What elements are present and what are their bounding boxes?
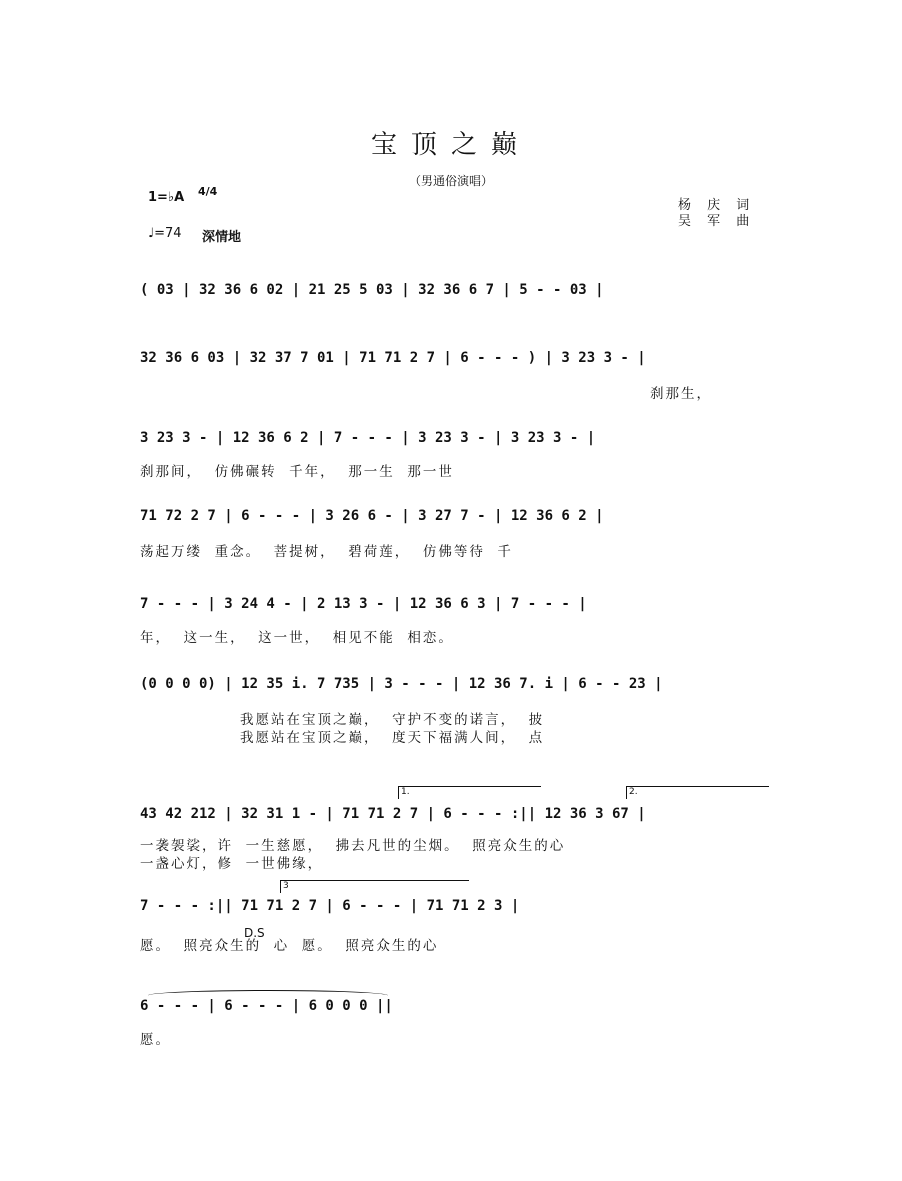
dal-segno-marking: D.S	[244, 926, 265, 940]
score-row-1: ( 03 | 32 36 6 02 | 21 25 5 03 | 32 36 6 7 | 5 - - 03 |	[140, 282, 604, 298]
lyrics-row-5: 年， 这一生， 这一世， 相见不能 相恋。	[140, 630, 454, 646]
lyrics-row-4: 荡起万缕 重念。 菩提树， 碧荷莲， 仿佛等待 千	[140, 544, 513, 560]
score-row-6: (0 0 0 0) | 12 35 i. 7 735 | 3 - - - | 12 36 7. i | 6 - - 23 |	[140, 676, 663, 692]
lyrics-row-8: 愿。 照亮众生的 心 愿。 照亮众生的心	[140, 938, 439, 954]
lyrics-row-2: 刹那生，	[650, 386, 712, 402]
score-row-8: 7 - - - :|| 71 71 2 7 | 6 - - - | 71 71 2 3 |	[140, 898, 520, 914]
score-row-3: 3 23 3 - | 12 36 6 2 | 7 - - - | 3 23 3 - | 3 23 3 - |	[140, 430, 596, 446]
score-row-9: 6 - - - | 6 - - - | 6 0 0 0 ||	[140, 998, 393, 1014]
lyrics-row-9: 愿。	[140, 1032, 171, 1048]
lyrics-row-7-verse-2: 一盏心灯，修 一世佛缘，	[140, 856, 324, 872]
lyrics-row-7-verse-1: 一袭袈裟，许 一生慈愿， 拂去凡世的尘烟。 照亮众生的心	[140, 838, 566, 854]
volta-2: 2.	[626, 786, 769, 799]
lyrics-row-6-verse-1: 我愿站在宝顶之巅， 守护不变的诺言， 披	[240, 712, 545, 728]
tempo-marking: ♩=74	[148, 226, 182, 241]
score-row-7: 43 42 212 | 32 31 1 - | 71 71 2 7 | 6 - - - :|| 12 36 3 67 |	[140, 806, 646, 822]
time-signature	[198, 186, 217, 197]
song-title: 宝顶之巅	[370, 130, 531, 160]
volta-1: 1.	[398, 786, 541, 799]
score-row-5: 7 - - - | 3 24 4 - | 2 13 3 - | 12 36 6 3 | 7 - - - |	[140, 596, 587, 612]
volta-3: 3	[280, 880, 469, 893]
score-row-2: 32 36 6 03 | 32 37 7 01 | 71 71 2 7 | 6 - - - ) | 3 23 3 - |	[140, 350, 646, 366]
lyrics-row-6-verse-2: 我愿站在宝顶之巅， 度天下福满人间， 点	[240, 730, 545, 746]
score-row-4: 71 72 2 7 | 6 - - - | 3 26 6 - | 3 27 7 - | 12 36 6 2 |	[140, 508, 604, 524]
lyricist-credit: 杨 庆 词	[678, 198, 756, 213]
lyrics-row-3: 刹那间， 仿佛碾转 千年， 那一生 那一世	[140, 464, 454, 480]
key-signature: 1=♭A	[148, 190, 185, 205]
composer-credit: 吴 军 曲	[678, 214, 756, 229]
subtitle: （男通俗演唱）	[408, 174, 493, 188]
time-signature-value: 4/4	[198, 185, 218, 198]
expression-marking: 深情地	[202, 230, 242, 245]
